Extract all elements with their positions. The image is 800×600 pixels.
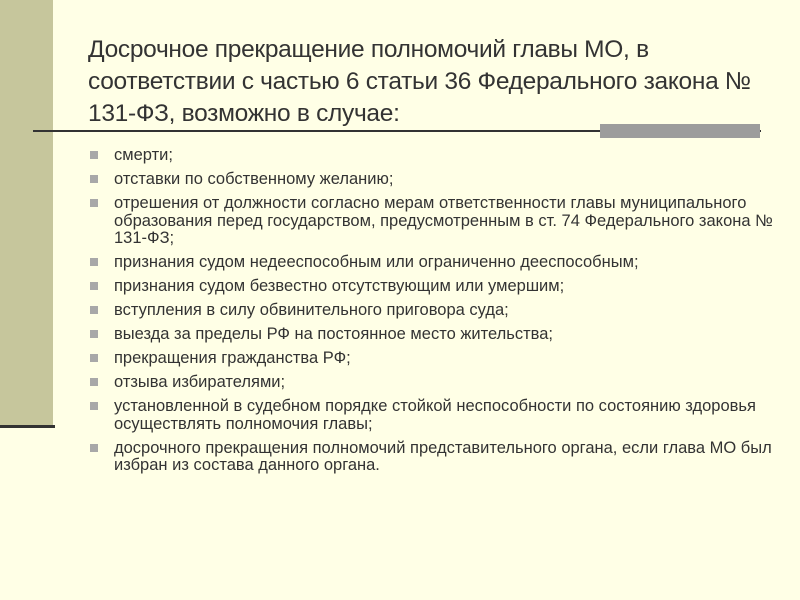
list-item — [88, 350, 778, 368]
square-bullet-icon — [90, 444, 98, 452]
square-bullet-icon — [90, 402, 98, 410]
square-bullet-icon — [90, 258, 98, 266]
list-item — [88, 254, 778, 272]
list-item — [88, 374, 778, 392]
list-item-text: отрешения от должности согласно мерам ответственности главы муниципального образования перед государством, предусмотренным в ст. 74 Федерального закона № 131-ФЗ; — [114, 194, 773, 247]
square-bullet-icon — [90, 199, 98, 207]
square-bullet-icon — [90, 306, 98, 314]
side-decorative-bar — [0, 0, 53, 427]
list-item-text: досрочного прекращения полномочий представительного органа, если глава МО был избран из состава данного органа. — [114, 438, 772, 474]
list-item-text: признания судом безвестно отсутствующим или умершим; — [114, 277, 565, 295]
list-item — [88, 195, 778, 248]
list-item — [88, 147, 778, 165]
square-bullet-icon — [90, 354, 98, 362]
list-item-text: отзыва избирателями; — [114, 373, 286, 391]
list-item-text: установленной в судебном порядке стойкой неспособности по состоянию здоровья осуществлять полномочия главы; — [114, 397, 756, 433]
list-item — [88, 440, 778, 475]
list-item — [88, 171, 778, 189]
list-item — [88, 326, 778, 344]
list-item-text: выезда за пределы РФ на постоянное место жительства; — [114, 325, 553, 343]
slide-title: Досрочное прекращение полномочий главы МО, в соответствии с частью 6 статьи 36 Федерального закона № 131-ФЗ, возможно в случае: — [88, 36, 751, 127]
list-item-text: смерти; — [114, 146, 173, 164]
square-bullet-icon — [90, 330, 98, 338]
square-bullet-icon — [90, 378, 98, 386]
bullet-list — [88, 147, 778, 481]
square-bullet-icon — [90, 282, 98, 290]
list-item — [88, 302, 778, 320]
list-item-text: признания судом недееспособным или ограниченно дееспособным; — [114, 253, 639, 271]
square-bullet-icon — [90, 175, 98, 183]
title-accent-bar — [600, 124, 760, 138]
list-item-text: вступления в силу обвинительного приговора суда; — [114, 301, 509, 319]
list-item-text: отставки по собственному желанию; — [114, 170, 394, 188]
side-bar-underline — [0, 425, 55, 428]
list-item — [88, 278, 778, 296]
square-bullet-icon — [90, 151, 98, 159]
list-item-text: прекращения гражданства РФ; — [114, 349, 351, 367]
list-item — [88, 398, 778, 433]
